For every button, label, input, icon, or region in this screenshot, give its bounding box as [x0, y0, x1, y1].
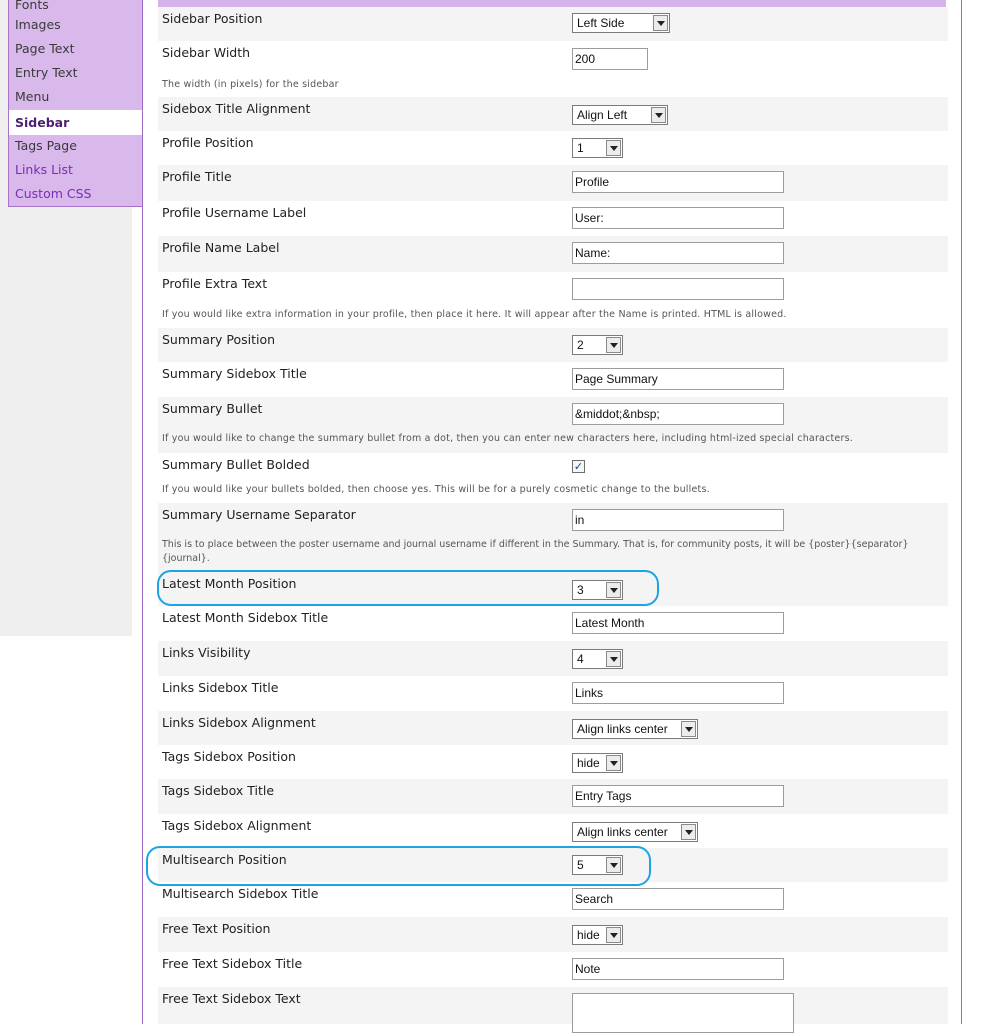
setting-label: Links Sidebox Alignment [162, 715, 316, 730]
chevron-down-icon [606, 651, 621, 667]
profile-position-select[interactable]: 1 [572, 138, 623, 158]
sidebar-position-select[interactable]: Left Side [572, 13, 670, 33]
setting-help-text: If you would like to change the summary bullet from a dot, then you can enter new characters here, including html-ized special characters. [162, 433, 853, 444]
nav-item-custom-css[interactable]: Custom CSS [8, 183, 143, 207]
setting-label: Summary Bullet Bolded [162, 457, 310, 472]
chevron-down-icon [606, 337, 621, 353]
profile-extra-text-input[interactable] [572, 278, 784, 300]
setting-row-tags-sidebox-position [158, 745, 948, 779]
nav-item-menu[interactable]: Menu [8, 86, 143, 110]
setting-label: Sidebox Title Alignment [162, 101, 311, 116]
setting-row-free-text-sidebox-title [158, 952, 948, 987]
highlight-latest-month-position [157, 570, 659, 606]
setting-help-text: If you would like your bullets bolded, then choose yes. This will be for a purely cosmetic change to the bullets. [162, 484, 710, 495]
setting-row-tags-sidebox-title [158, 779, 948, 814]
setting-row-profile-position [158, 131, 948, 165]
setting-label: Profile Name Label [162, 240, 280, 255]
summary-bullet-input[interactable]: &middot;&nbsp; [572, 403, 784, 425]
setting-row-summary-sidebox-title [158, 362, 948, 397]
summary-position-select[interactable]: 2 [572, 335, 623, 355]
setting-label: Links Visibility [162, 645, 251, 660]
nav-item-tags-page[interactable]: Tags Page [8, 135, 143, 159]
setting-row-multisearch-sidebox-title [158, 882, 948, 917]
latest-month-position-select[interactable]: 3 [572, 580, 623, 600]
setting-label: Profile Extra Text [162, 276, 268, 291]
profile-username-label-input[interactable]: User: [572, 207, 784, 229]
latest-month-sidebox-title-input[interactable]: Latest Month [572, 612, 784, 634]
free-text-sidebox-title-input[interactable]: Note [572, 958, 784, 980]
setting-row-summary-bullet-bolded [158, 453, 948, 503]
setting-label: Multisearch Position [162, 852, 287, 867]
nav-item-fonts[interactable]: Fonts [8, 0, 143, 14]
sidebox-title-alignment-select[interactable]: Align Left [572, 105, 668, 125]
setting-help-text: The width (in pixels) for the sidebar [162, 79, 339, 90]
setting-help-text: If you would like extra information in your profile, then place it here. It will appear after the Name is printed. HTML is allowed. [162, 309, 787, 320]
nav-item-page-text[interactable]: Page Text [8, 38, 143, 62]
chevron-down-icon [681, 721, 696, 737]
setting-label: Tags Sidebox Title [162, 783, 275, 798]
setting-label: Summary Sidebox Title [162, 366, 307, 381]
setting-row-latest-month-sidebox-title [158, 606, 948, 641]
setting-row-free-text-sidebox-text [158, 987, 948, 1024]
setting-row-tags-sidebox-alignment [158, 814, 948, 848]
profile-name-label-input[interactable]: Name: [572, 242, 784, 264]
chevron-down-icon [653, 15, 668, 31]
panel-header-bar [158, 0, 946, 7]
highlight-multisearch-position [146, 846, 651, 886]
profile-title-input[interactable]: Profile [572, 171, 784, 193]
sidebar-width-input[interactable]: 200 [572, 48, 648, 70]
links-visibility-select[interactable]: 4 [572, 649, 623, 669]
tags-sidebox-position-select[interactable]: hide [572, 753, 623, 773]
setting-label: Profile Position [162, 135, 254, 150]
setting-label: Profile Username Label [162, 205, 307, 220]
nav-item-entry-text[interactable]: Entry Text [8, 62, 143, 86]
setting-row-summary-username-separator [158, 503, 948, 572]
setting-row-sidebar-position [158, 7, 948, 41]
setting-label: Latest Month Sidebox Title [162, 610, 329, 625]
nav-item-sidebar[interactable]: Sidebar [8, 110, 143, 135]
settings-panel [142, 0, 962, 1024]
setting-label: Latest Month Position [162, 576, 297, 591]
setting-row-sidebox-title-alignment [158, 97, 948, 131]
setting-row-summary-position [158, 328, 948, 362]
setting-label: Multisearch Sidebox Title [162, 886, 319, 901]
chevron-down-icon [651, 107, 666, 123]
setting-row-profile-extra-text [158, 272, 948, 328]
setting-label: Links Sidebox Title [162, 680, 279, 695]
settings-nav [8, 0, 143, 207]
setting-row-free-text-position [158, 917, 948, 952]
setting-row-profile-username-label [158, 201, 948, 236]
free-text-sidebox-textarea[interactable] [572, 993, 794, 1033]
summary-sidebox-title-input[interactable]: Page Summary [572, 368, 784, 390]
chevron-down-icon [606, 755, 621, 771]
free-text-position-select[interactable]: hide [572, 925, 623, 945]
setting-label: Free Text Sidebox Text [162, 991, 301, 1006]
setting-help-text: This is to place between the poster username and journal username if different in the Summary. That is, for community posts, it will be {poster}{separator}{journal}. [162, 539, 909, 564]
summary-username-separator-input[interactable]: in [572, 509, 784, 531]
setting-row-links-visibility [158, 641, 948, 676]
setting-label: Profile Title [162, 169, 232, 184]
chevron-down-icon [606, 927, 621, 943]
tags-sidebox-alignment-select[interactable]: Align links center [572, 822, 698, 842]
nav-item-images[interactable]: Images [8, 14, 143, 38]
multisearch-sidebox-title-input[interactable]: Search [572, 888, 784, 910]
multisearch-position-select[interactable]: 5 [572, 855, 623, 875]
setting-row-profile-name-label [158, 236, 948, 272]
setting-row-profile-title [158, 165, 948, 201]
setting-label: Tags Sidebox Position [162, 749, 296, 764]
chevron-down-icon [681, 824, 696, 840]
setting-row-links-sidebox-alignment [158, 711, 948, 745]
links-sidebox-alignment-select[interactable]: Align links center [572, 719, 698, 739]
chevron-down-icon [606, 140, 621, 156]
setting-label: Tags Sidebox Alignment [162, 818, 312, 833]
summary-bullet-bolded-checkbox[interactable]: ✓ [573, 460, 584, 473]
links-sidebox-title-input[interactable]: Links [572, 682, 784, 704]
setting-label: Summary Position [162, 332, 276, 347]
setting-label: Sidebar Position [162, 11, 263, 26]
setting-label: Free Text Sidebox Title [162, 956, 303, 971]
setting-label: Sidebar Width [162, 45, 251, 60]
setting-row-summary-bullet [158, 397, 948, 453]
nav-item-links-list[interactable]: Links List [8, 159, 143, 183]
setting-label: Free Text Position [162, 921, 271, 936]
tags-sidebox-title-input[interactable]: Entry Tags [572, 785, 784, 807]
setting-label: Summary Username Separator [162, 507, 356, 522]
setting-label: Summary Bullet [162, 401, 263, 416]
setting-row-links-sidebox-title [158, 676, 948, 711]
setting-row-sidebar-width [158, 41, 948, 97]
